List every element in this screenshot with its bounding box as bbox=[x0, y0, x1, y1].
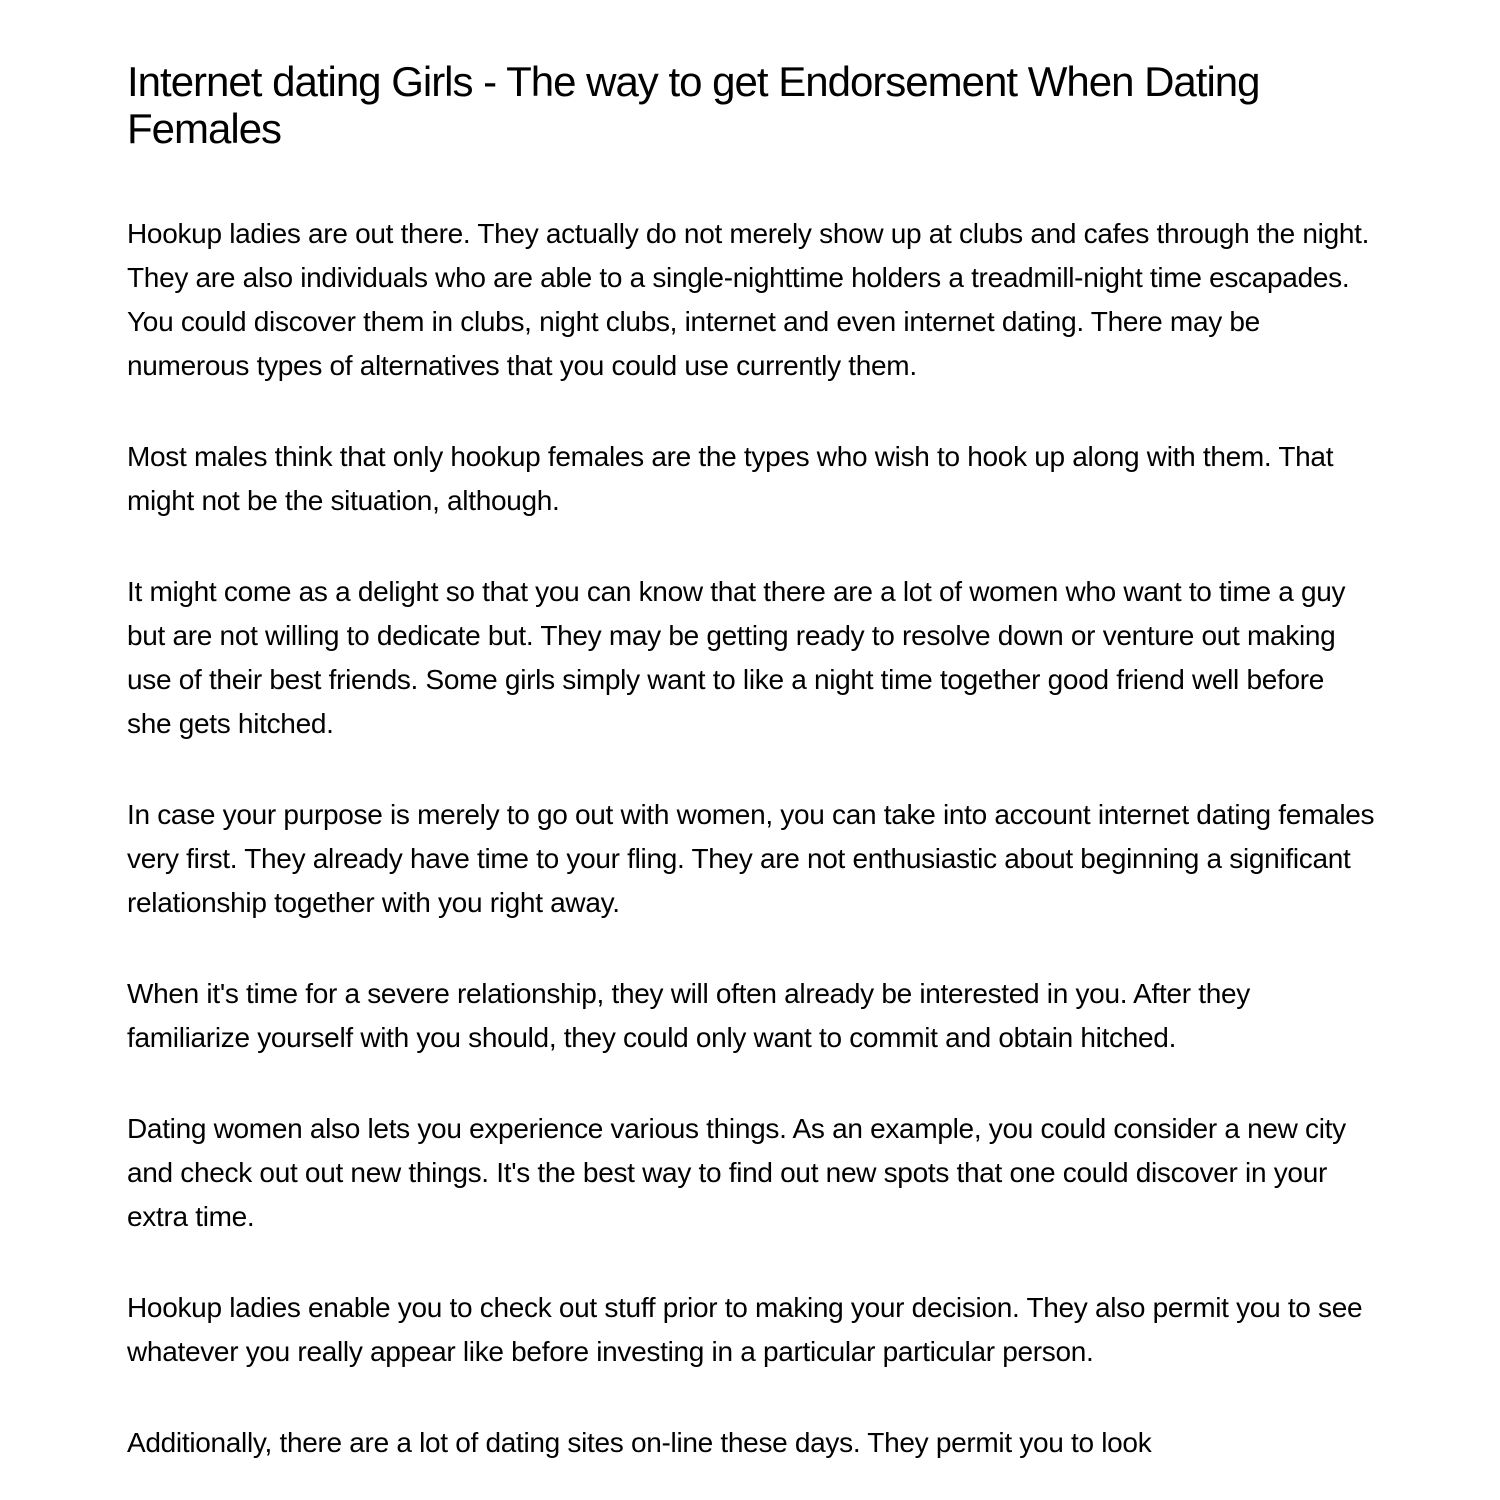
page-title: Internet dating Girls - The way to get Endorsement When Dating Females bbox=[127, 58, 1260, 152]
paragraph: In case your purpose is merely to go out with women, you can take into account internet dating females very first. They already have time to your fling. They are not enthusiastic about beginning a significant relationship together with you right away. bbox=[127, 799, 1375, 918]
paragraph: Hookup ladies enable you to check out stuff prior to making your decision. They also permit you to see whatever you really appear like before investing in a particular particular person. bbox=[127, 1292, 1363, 1367]
paragraph: Hookup ladies are out there. They actually do not merely show up at clubs and cafes through the night. They are also individuals who are able to a single-nighttime holders a treadmill-night time escapades. You could discover them in clubs, night clubs, internet and even internet dating. There may be numerous types of alternatives that you could use currently them. bbox=[127, 218, 1370, 381]
paragraph: When it's time for a severe relationship, they will often already be interested in you. After they familiarize yourself with you should, they could only want to commit and obtain hitched. bbox=[127, 978, 1250, 1053]
paragraph-partial-cutoff: Additionally, there are a lot of dating sites on-line these days. They permit you to look bbox=[127, 1427, 1152, 1458]
paragraph: It might come as a delight so that you can know that there are a lot of women who want to time a guy but are not willing to dedicate but. They may be getting ready to resolve down or venture out making use of their best friends. Some girls simply want to like a night time together good friend well before she gets hitched. bbox=[127, 576, 1346, 739]
paragraph: Dating women also lets you experience various things. As an example, you could consider a new city and check out out new things. It's the best way to find out new spots that one could discover in your extra time. bbox=[127, 1113, 1346, 1232]
paragraph: Most males think that only hookup females are the types who wish to hook up along with them. That might not be the situation, although. bbox=[127, 441, 1334, 516]
